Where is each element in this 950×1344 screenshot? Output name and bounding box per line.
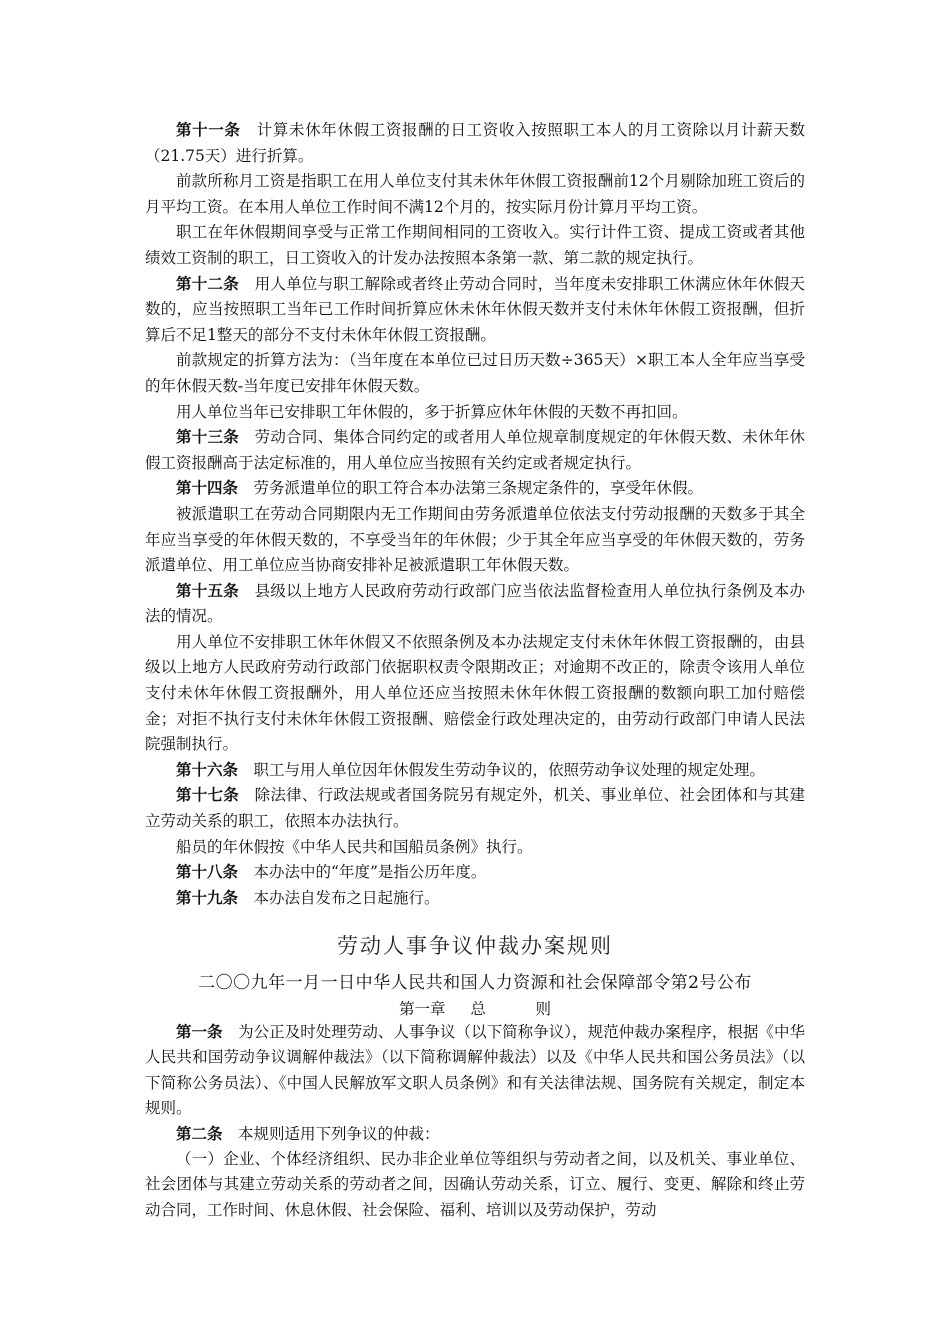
article-heading: 第十七条	[176, 786, 239, 805]
paragraph	[145, 1122, 805, 1147]
article-heading: 第十三条	[176, 428, 239, 447]
paragraph	[145, 783, 805, 834]
paragraph	[145, 886, 805, 912]
paragraph-text: 本规则适用下列争议的仲裁：	[238, 1124, 440, 1143]
paragraph-text: 为公正及时处理劳动、人事争议（以下简称争议），规范仲裁办案程序，根据《中华人民共和国劳动争议调解仲裁法》（以下简称调解仲裁法）以及《中华人民共和国公务员法》（以下简称公务员法）、《中国人民解放军文职人员条例》和有关法律法规、国务院有关规定，制定本规则。	[145, 1023, 805, 1118]
article-heading: 第十八条	[176, 863, 239, 882]
paragraph-text: 本办法中的“年度”是指公历年度。	[253, 863, 487, 882]
paragraph-text: 计算未休年休假工资报酬的日工资收入按照职工本人的月工资除以月计薪天数（21.75天）进行折算。	[145, 121, 805, 165]
article-heading: 第十二条	[176, 274, 239, 293]
chapter-label: 第一章	[399, 1000, 446, 1018]
regulation-body	[145, 118, 805, 911]
article-heading: 第十四条	[176, 479, 239, 498]
chapter-name: 总	[470, 1000, 486, 1018]
article-heading: 第十一条	[176, 121, 241, 139]
paragraph-text: （一）企业、个体经济组织、民办非企业单位等组织与劳动者之间，以及机关、事业单位、社会团体与其建立劳动关系的劳动者之间，因确认劳动关系，订立、履行、变更、解除和终止劳动合同，工作时间、休息休假、社会保险、福利、培训以及劳动保护，劳动	[145, 1150, 805, 1219]
paragraph	[145, 272, 805, 349]
article-heading: 第十五条	[176, 581, 239, 600]
paragraph	[145, 1147, 805, 1223]
paragraph-text: 前款所称月工资是指职工在用人单位支付其未休年休假工资报酬前12个月剔除加班工资后的月平均工资。在本用人单位工作时间不满12个月的，按实际月份计算月平均工资。	[145, 172, 805, 216]
paragraph-text: 用人单位与职工解除或者终止劳动合同时，当年度未安排职工休满应休年休假天数的，应当按照职工当年已工作时间折算应休未休年休假天数并支付未休年休假工资报酬，但折算后不足1整天的部分不支付未休年休假工资报酬。	[145, 274, 805, 344]
rules-body	[145, 1020, 805, 1223]
paragraph	[145, 835, 805, 861]
paragraph-text: 劳务派遣单位的职工符合本办法第三条规定条件的，享受年休假。	[253, 479, 704, 498]
paragraph	[145, 425, 805, 476]
document-title: 劳动人事争议仲裁办案规则	[337, 934, 613, 958]
paragraph	[145, 579, 805, 630]
paragraph	[145, 118, 805, 169]
article-heading: 第二条	[176, 1124, 223, 1143]
paragraph	[145, 758, 805, 784]
paragraph-text: 船员的年休假按《中华人民共和国船员条例》执行。	[176, 837, 533, 856]
chapter-heading	[145, 997, 805, 1019]
paragraph	[145, 400, 805, 426]
chapter-name-2: 则	[535, 1000, 551, 1018]
document-subtitle: 二〇〇九年一月一日中华人民共和国人力资源和社会保障部令第2号公布	[198, 973, 752, 993]
paragraph	[145, 220, 805, 271]
paragraph-text: 本办法自发布之日起施行。	[253, 888, 440, 907]
paragraph	[145, 860, 805, 886]
paragraph	[145, 348, 805, 399]
article-heading: 第一条	[176, 1023, 223, 1041]
paragraph	[145, 169, 805, 220]
paragraph	[145, 476, 805, 502]
paragraph-text: 用人单位不安排职工休年休假又不依照条例及本办法规定支付未休年休假工资报酬的，由县级以上地方人民政府劳动行政部门依据职权责令限期改正；对逾期不改正的，除责令该用人单位支付未休年休假工资报酬外，用人单位还应当按照未休年休假工资报酬的数额向职工加付赔偿金；对拒不执行支付未休年休假工资报酬、赔偿金行政处理决定的，由劳动行政部门申请人民法院强制执行。	[145, 632, 805, 754]
paragraph-text: 被派遣职工在劳动合同期限内无工作期间由劳务派遣单位依法支付劳动报酬的天数多于其全年应当享受的年休假天数的，不享受当年的年休假；少于其全年应当享受的年休假天数的，劳务派遣单位、用工单位应当协商安排补足被派遣职工年休假天数。	[145, 504, 805, 575]
paragraph	[145, 502, 805, 579]
paragraph-text: 用人单位当年已安排职工年休假的，多于折算应休年休假的天数不再扣回。	[176, 402, 688, 421]
paragraph-text: 县级以上地方人民政府劳动行政部门应当依法监督检查用人单位执行条例及本办法的情况。	[145, 581, 805, 626]
paragraph-text: 职工与用人单位因年休假发生劳动争议的，依照劳动争议处理的规定处理。	[253, 760, 766, 779]
paragraph-text: 除法律、行政法规或者国务院另有规定外，机关、事业单位、社会团体和与其建立劳动关系的职工，依照本办法执行。	[145, 786, 805, 831]
paragraph-text: 前款规定的折算方法为：（当年度在本单位已过日历天数÷365天）×职工本人全年应当享受的年休假天数-当年度已安排年休假天数。	[145, 351, 805, 395]
paragraph-text: 职工在年休假期间享受与正常工作期间相同的工资收入。实行计件工资、提成工资或者其他绩效工资制的职工，日工资收入的计发办法按照本条第一款、第二款的规定执行。	[145, 223, 805, 267]
article-heading: 第十六条	[176, 760, 239, 779]
paragraph	[145, 1020, 805, 1122]
paragraph-text: 劳动合同、集体合同约定的或者用人单位规章制度规定的年休假天数、未休年休假工资报酬高于法定标准的，用人单位应当按照有关约定或者规定执行。	[145, 428, 805, 472]
article-heading: 第十九条	[176, 888, 239, 907]
paragraph	[145, 630, 805, 758]
